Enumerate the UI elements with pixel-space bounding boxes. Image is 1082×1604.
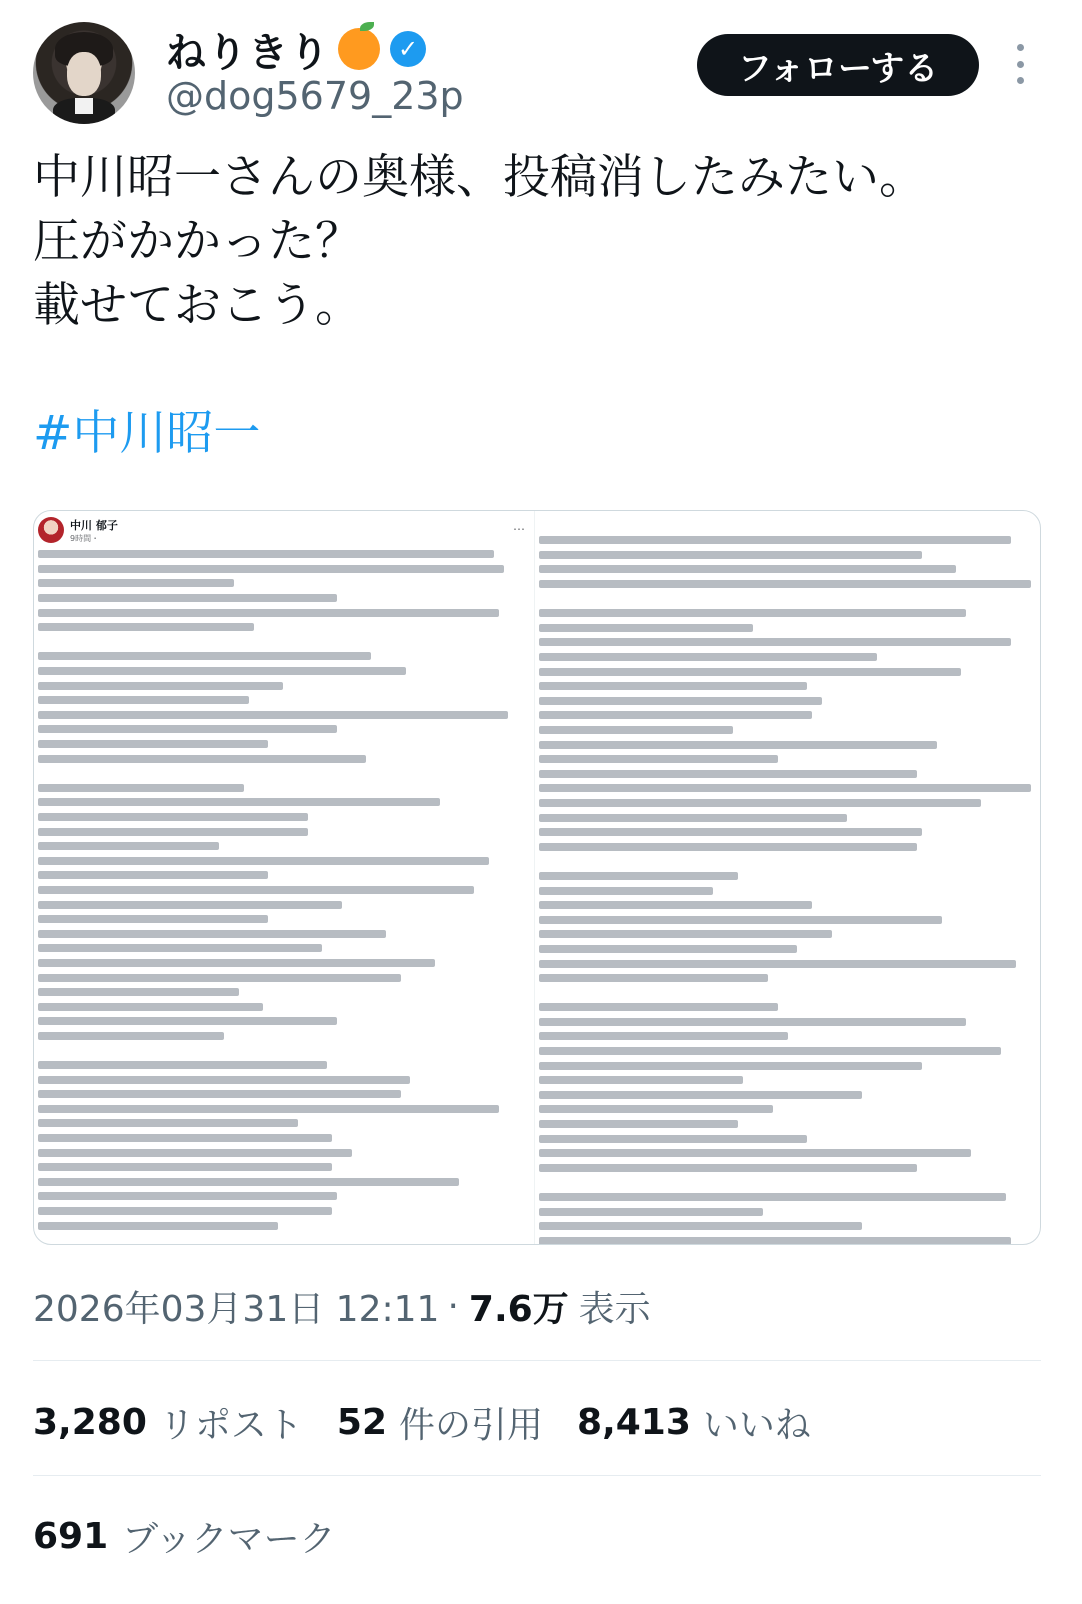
post-text-block (539, 533, 1036, 1245)
meta-separator: · (447, 1285, 459, 1327)
post-text-line (38, 999, 528, 1014)
post-text-line (38, 547, 528, 562)
post-text-line (539, 679, 1036, 694)
avatar-shirt (75, 98, 93, 114)
verified-badge-icon[interactable]: ✓ (390, 31, 426, 67)
post-text-line (539, 781, 1036, 796)
post-text-line (539, 1029, 1036, 1044)
post-text-line (539, 1234, 1036, 1246)
post-text-line (539, 562, 1036, 577)
post-text-line (539, 752, 1036, 767)
post-text-line (38, 1189, 528, 1204)
post-text-line (539, 577, 1036, 592)
post-text-line (38, 985, 528, 1000)
post-text-line (38, 824, 528, 839)
post-text-line (38, 576, 528, 591)
post-text-line (539, 1161, 1036, 1176)
post-text-line (38, 1087, 528, 1102)
post-text-line (539, 1044, 1036, 1059)
post-text-line (38, 649, 528, 664)
post-text-line (539, 1204, 1036, 1219)
post-text-line (38, 1058, 528, 1073)
post-text-line (38, 810, 528, 825)
post-text-line (38, 591, 528, 606)
post-text-line (38, 664, 528, 679)
post-text-line (38, 795, 528, 810)
post-text-line (539, 854, 1036, 869)
post-text-line (539, 533, 1036, 548)
post-text-line (539, 869, 1036, 884)
post-text-line (539, 971, 1036, 986)
hashtag-link[interactable]: #中川昭一 (33, 406, 261, 461)
post-text-line (539, 985, 1036, 1000)
post-text-line (539, 825, 1036, 840)
quote-label: 件の引用 (399, 1404, 544, 1446)
post-text-line (539, 694, 1036, 709)
post-author-avatar (38, 517, 64, 543)
post-text-line (38, 941, 528, 956)
post-text-line (539, 956, 1036, 971)
repost-stat[interactable] (33, 1397, 303, 1448)
post-author-name: 中川 郁子 (70, 518, 118, 532)
like-count: 8,413 (577, 1401, 691, 1443)
post-text-line (38, 751, 528, 766)
like-label: いいね (702, 1404, 811, 1446)
post-text-line (38, 1102, 528, 1117)
more-dot-icon (1017, 77, 1024, 84)
post-text-line (539, 1102, 1036, 1117)
post-text-line (539, 635, 1036, 650)
post-text-line (38, 1116, 528, 1131)
author-name-row[interactable] (166, 24, 426, 74)
post-text-line (539, 591, 1036, 606)
more-options-icon[interactable] (1010, 44, 1030, 84)
post-text-line (38, 737, 528, 752)
post-text-line (539, 1219, 1036, 1234)
author-handle[interactable]: @dog5679_23p (166, 74, 464, 118)
divider (33, 1360, 1041, 1361)
post-text-line (38, 1175, 528, 1190)
bookmark-count: 691 (33, 1515, 109, 1557)
post-text-line (38, 1131, 528, 1146)
post-text-line (38, 1029, 528, 1044)
tweet-line: 載せておこう。 (33, 278, 362, 333)
post-text-line (38, 853, 528, 868)
post-text-line (38, 635, 528, 650)
tweet-line: 中川昭一さんの奥様、投稿消したみたい。 (33, 150, 926, 205)
post-text-line (38, 722, 528, 737)
post-text-line (38, 708, 528, 723)
divider (33, 1475, 1041, 1476)
post-text-line (38, 1218, 528, 1233)
post-text-line (539, 1000, 1036, 1015)
post-text-line (539, 1131, 1036, 1146)
bookmark-stat[interactable] (33, 1512, 336, 1560)
post-text-line (539, 723, 1036, 738)
image-right-panel (534, 511, 1041, 1245)
post-text-line (539, 1190, 1036, 1205)
post-text-line (38, 912, 528, 927)
post-text-line (38, 897, 528, 912)
post-text-line (38, 1145, 528, 1160)
tweet-datetime[interactable]: 2026年03月31日 12:11 (33, 1288, 440, 1330)
views-label: 表示 (578, 1288, 651, 1330)
post-text-line (38, 678, 528, 693)
post-text-line (38, 693, 528, 708)
bookmark-label: ブックマーク (122, 1518, 336, 1560)
post-text-line (38, 926, 528, 941)
orange-emoji-icon (338, 28, 380, 70)
post-text-line (539, 1073, 1036, 1088)
post-text-line (539, 810, 1036, 825)
tweet-header (0, 0, 1082, 140)
post-text-line (38, 1014, 528, 1029)
post-text-line (38, 1072, 528, 1087)
tweet-text (33, 146, 1043, 338)
post-text-line (38, 868, 528, 883)
post-text-line (38, 605, 528, 620)
post-text-line (38, 883, 528, 898)
like-stat[interactable] (577, 1397, 811, 1448)
post-text-line (539, 621, 1036, 636)
avatar-face (67, 52, 101, 96)
more-dot-icon (1017, 44, 1024, 51)
post-text-line (539, 883, 1036, 898)
post-more-icon: … (513, 519, 526, 533)
post-text-line (38, 1160, 528, 1175)
follow-button[interactable]: フォローする (697, 34, 979, 96)
post-text-line (539, 1146, 1036, 1161)
post-text-line (539, 1088, 1036, 1103)
post-text-line (38, 562, 528, 577)
repost-count: 3,280 (33, 1401, 147, 1443)
image-left-panel (34, 511, 534, 1245)
post-text-line (539, 1175, 1036, 1190)
post-text-line (539, 839, 1036, 854)
post-text-line (539, 898, 1036, 913)
post-text-line (539, 796, 1036, 811)
post-text-line (38, 956, 528, 971)
post-text-line (38, 1043, 528, 1058)
views-count: 7.6万 (468, 1288, 569, 1330)
post-header (38, 515, 118, 545)
post-text-line (539, 767, 1036, 782)
post-text-line (539, 942, 1036, 957)
post-text-line (539, 912, 1036, 927)
attached-image[interactable] (33, 510, 1041, 1245)
post-text-line (38, 620, 528, 635)
author-avatar[interactable] (33, 22, 135, 124)
post-text-block (38, 547, 528, 1233)
post-text-line (38, 766, 528, 781)
post-text-line (539, 606, 1036, 621)
post-text-line (539, 1117, 1036, 1132)
tweet-meta (33, 1282, 651, 1330)
post-text-line (539, 708, 1036, 723)
more-dot-icon (1017, 61, 1024, 68)
post-text-line (539, 664, 1036, 679)
post-text-line (38, 839, 528, 854)
post-text-line (38, 781, 528, 796)
post-text-line (539, 548, 1036, 563)
quote-stat[interactable] (337, 1397, 543, 1448)
tweet-line: 圧がかかった？ (33, 214, 362, 269)
post-text-line (539, 1015, 1036, 1030)
post-time: 9時間・ (70, 533, 100, 543)
post-text-line (38, 1204, 528, 1219)
author-display-name[interactable]: ねりきり (166, 29, 330, 76)
repost-label: リポスト (158, 1404, 303, 1446)
post-text-line (539, 927, 1036, 942)
post-text-line (38, 970, 528, 985)
post-text-line (539, 1058, 1036, 1073)
engagement-stats (33, 1398, 845, 1446)
post-text-line (539, 737, 1036, 752)
quote-count: 52 (336, 1401, 387, 1443)
post-text-line (539, 650, 1036, 665)
